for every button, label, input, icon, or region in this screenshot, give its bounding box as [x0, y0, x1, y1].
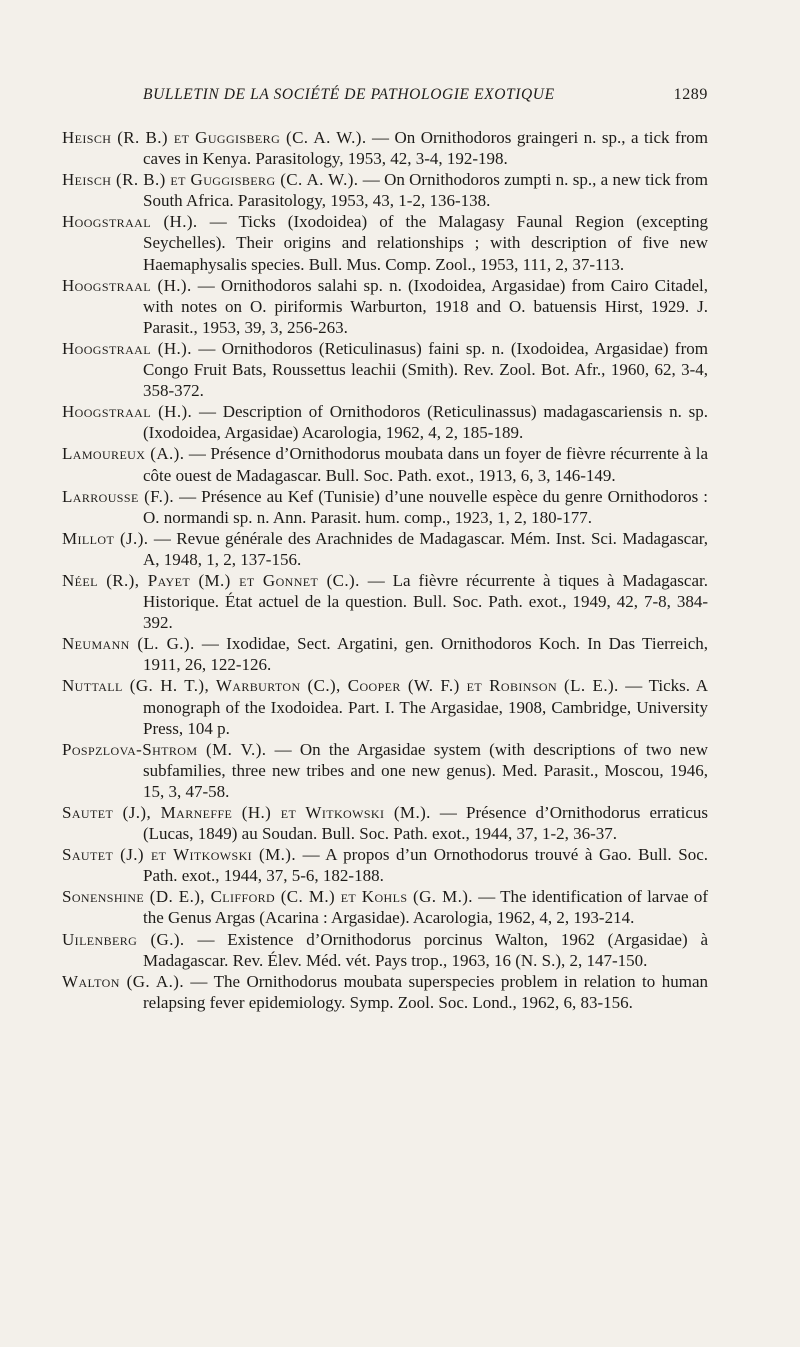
reference-entry [62, 675, 708, 738]
reference-text: — Présence d’Ornithodorus erraticus (Lucas, 1849) au Soudan. Bull. Soc. Path. exot., 1944, 37, 1-2, 36-37. [143, 803, 708, 844]
reference-authors: Heisch (R. B.) et Guggisberg (C. A. W.). [62, 128, 367, 147]
reference-authors: Millot (J.). [62, 528, 149, 548]
reference-authors: Heisch (R. B.) et Guggisberg (C. A. W.). [62, 170, 359, 190]
journal-title: BULLETIN DE LA SOCIÉTÉ DE PATHOLOGIE EXOTIQUE [143, 86, 555, 103]
reference-authors: Nuttall (G. H. T.), Warburton (C.), Cooper (W. F.) et Robinson (L. E.). [62, 676, 619, 696]
reference-text: — Ixodidae, Sect. Argatini, gen. Ornithodoros Koch. In Das Tierreich, 1911, 26, 122-126. [143, 634, 708, 675]
reference-text: — Existence d’Ornithodorus porcinus Walton, 1962 (Argasidae) à Madagascar. Rev. Élev. Méd. vét. Pays trop., 1963, 16 (N. S.), 2, 147-150. [143, 929, 709, 970]
reference-entry [62, 127, 708, 169]
running-head [143, 86, 708, 104]
reference-text: — Description of Ornithodoros (Reticulinassus) madagascariensis n. sp. (Ixodoidea, Argasidae) Acarologia, 1962, 4, 2, 185-189. [143, 402, 708, 443]
reference-text: — The identification of larvae of the Genus Argas (Acarina : Argasidae). Acarologia, 1962, 4, 2, 193-214. [143, 887, 709, 928]
page-number: 1289 [673, 86, 708, 103]
reference-entry [62, 528, 708, 570]
reference-authors: Hoogstraal (H.). [62, 338, 192, 358]
reference-entry [62, 486, 708, 528]
reference-text: — La fièvre récurrente à tiques à Madagascar. Historique. État actuel de la question. Bull. Soc. Path. exot., 1949, 42, 7-8, 384-392. [143, 570, 708, 633]
reference-authors: Pospzlova-Shtrom (M. V.). [62, 739, 267, 759]
reference-authors: Sonenshine (D. E.), Clifford (C. M.) et Kohls (G. M.). [62, 887, 473, 907]
reference-entry [62, 401, 708, 443]
reference-authors: Hoogstraal (H.). [62, 212, 198, 232]
reference-entry [62, 971, 708, 1013]
reference-text: — Ticks. A monograph of the Ixodoidea. Part. I. The Argasidae, 1908, Cambridge, University Press, 104 p. [143, 676, 708, 738]
reference-authors: Hoogstraal (H.). [62, 402, 193, 422]
reference-authors: Larrousse (F.). [62, 486, 175, 506]
reference-entry [62, 169, 708, 211]
reference-authors: Hoogstraal (H.). [62, 275, 192, 295]
reference-text: — The Ornithodorus moubata superspecies problem in relation to human relapsing fever epidemiology. Symp. Zool. Soc. Lond., 1962, 6, 83-156. [143, 971, 708, 1012]
reference-authors: Sautet (J.), Marneffe (H.) et Witkowski (M.). [62, 803, 431, 822]
reference-text: — Ornithodoros (Reticulinasus) faini sp. n. (Ixodoidea, Argasidae) from Congo Fruit Bats, Roussettus leachii (Smith). Rev. Zool. Bot. Afr., 1960, 62, 3-4, 358-372. [143, 338, 708, 401]
reference-text: — On Ornithodoros graingeri n. sp., a tick from caves in Kenya. Parasitology, 1953, 42, 3-4, 192-198. [143, 128, 709, 169]
reference-entry [62, 443, 708, 485]
reference-authors: Lamoureux (A.). [62, 444, 185, 464]
reference-text: — On Ornithodoros zumpti n. sp., a new tick from South Africa. Parasitology, 1953, 43, 1-2, 136-138. [143, 170, 708, 211]
reference-entry [62, 275, 708, 338]
reference-entry [62, 802, 708, 844]
reference-entry [62, 844, 708, 886]
reference-entry [62, 633, 708, 675]
reference-authors: Uilenberg (G.). [62, 929, 185, 949]
reference-text: — Présence au Kef (Tunisie) d’une nouvelle espèce du genre Ornithodoros : O. normandi sp. n. Ann. Parasit. hum. comp., 1923, 1, 2, 180-177. [143, 486, 709, 527]
reference-entry [62, 338, 708, 401]
reference-list [62, 127, 708, 1013]
reference-authors: Neumann (L. G.). [62, 634, 195, 654]
reference-text: — Ornithodoros salahi sp. n. (Ixodoidea, Argasidae) from Cairo Citadel, with notes on O. piriformis Warburton, 1918 and O. batuensis Hirst, 1929. J. Parasit., 1953, 39, 3, 256-263. [143, 275, 708, 337]
reference-authors: Sautet (J.) et Witkowski (M.). [62, 845, 296, 865]
reference-entry [62, 211, 708, 274]
reference-text: — A propos d’un Ornothodorus trouvé à Gao. Bull. Soc. Path. exot., 1944, 37, 5-6, 182-188. [143, 845, 708, 886]
reference-authors: Néel (R.), Payet (M.) et Gonnet (C.). [62, 570, 360, 590]
reference-text: — Revue générale des Arachnides de Madagascar. Mém. Inst. Sci. Madagascar, A, 1948, 1, 2, 137-156. [143, 528, 709, 569]
reference-entry [62, 570, 708, 633]
reference-authors: Walton (G. A.). [62, 971, 184, 991]
reference-entry [62, 739, 708, 802]
reference-text: — Présence d’Ornithodorus moubata dans un foyer de fièvre récurrente à la côte ouest de Madagascar. Bull. Soc. Path. exot., 1913, 6, 3, 146-149. [143, 444, 708, 485]
reference-entry [62, 886, 708, 928]
reference-entry [62, 929, 708, 971]
reference-text: — On the Argasidae system (with descriptions of two new subfamilies, three new tribes and one new genus). Med. Parasit., Moscou, 1946, 15, 3, 47-58. [143, 739, 708, 801]
reference-text: — Ticks (Ixodoidea) of the Malagasy Faunal Region (excepting Seychelles). Their origins and relationships ; with description of five new Haemaphysalis species. Bull. Mus. Comp. Zool., 1953, 111, 2, 37-113. [143, 212, 708, 274]
